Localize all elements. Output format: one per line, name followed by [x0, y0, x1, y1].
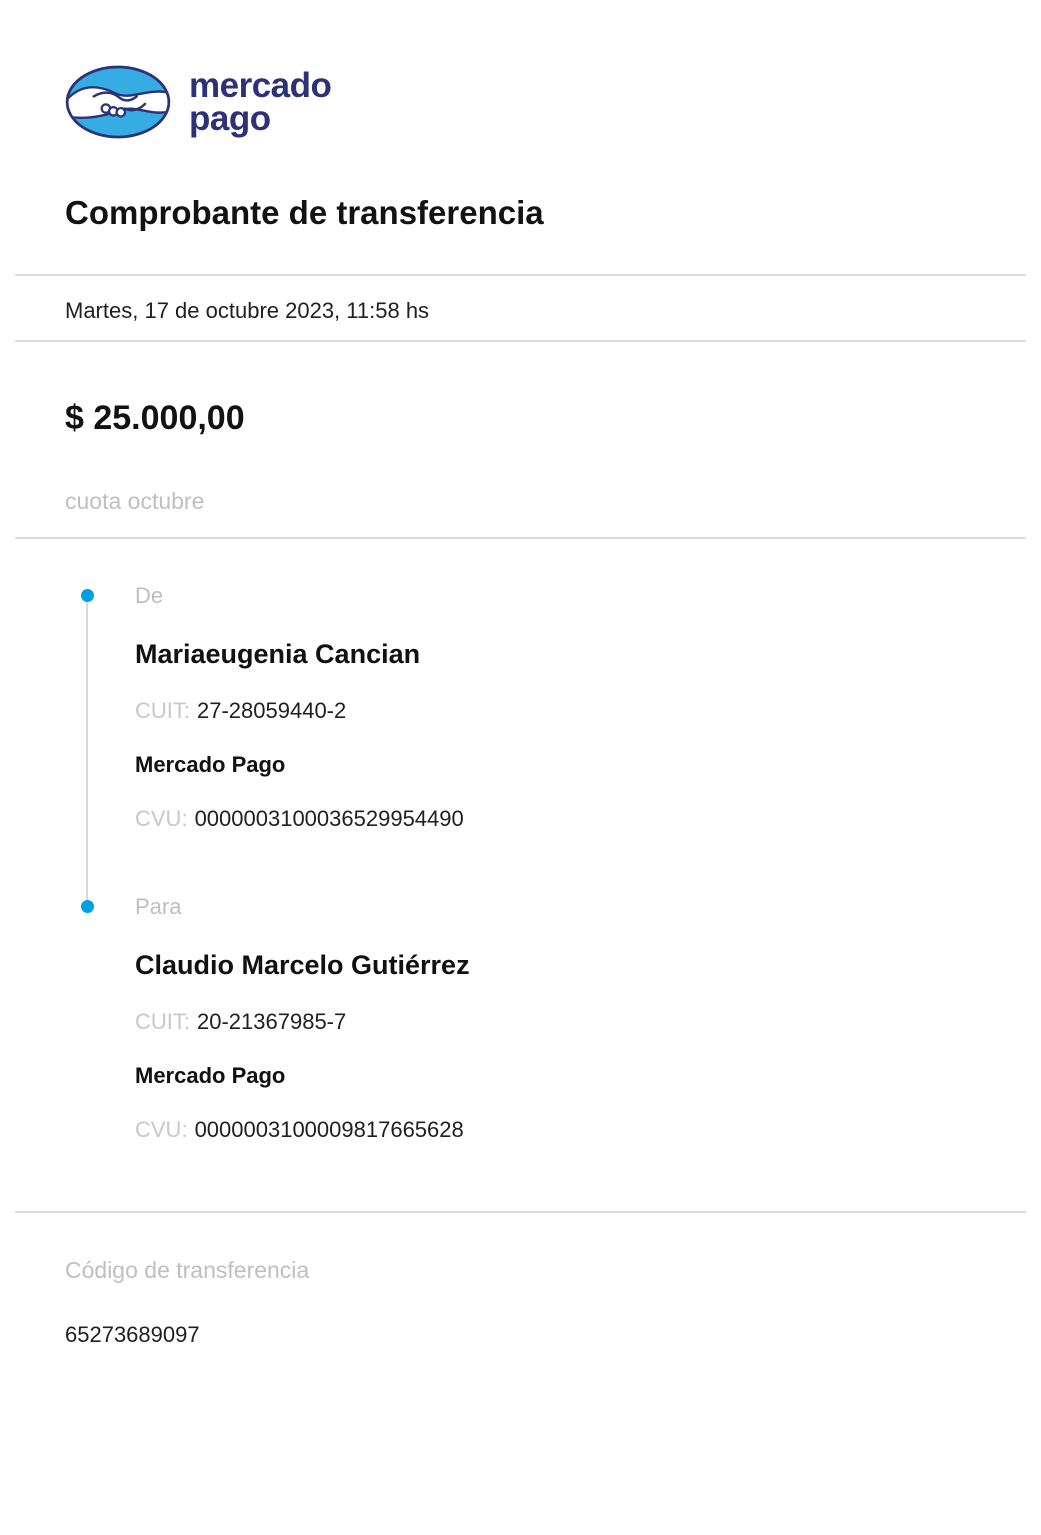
- recipient-cuit-value: 20-21367985-7: [197, 1009, 347, 1034]
- timeline-dot-to: [81, 900, 94, 913]
- timeline-dot-from: [81, 589, 94, 602]
- recipient-cvu-value: 0000003100009817665628: [194, 1117, 464, 1142]
- transfer-amount: $ 25.000,00: [65, 399, 245, 437]
- recipient-name: Claudio Marcelo Gutiérrez: [135, 950, 470, 980]
- recipient-cuit-row: [135, 1009, 1041, 1035]
- brand-wordmark-line2: pago: [189, 99, 271, 138]
- timeline-connector-line: [86, 596, 88, 906]
- divider: [15, 537, 1026, 539]
- transfer-description: cuota octubre: [65, 488, 205, 514]
- brand-wordmark-line1: mercado: [189, 66, 332, 105]
- page-title: Comprobante de transferencia: [65, 194, 544, 231]
- transfer-timeline: [0, 583, 1041, 1143]
- transfer-datetime: Martes, 17 de octubre 2023, 11:58 hs: [65, 298, 430, 323]
- sender-cuit-row: [135, 698, 1041, 724]
- divider: [15, 1211, 1026, 1213]
- cvu-label: CVU:: [135, 1117, 188, 1142]
- sender-cvu-row: [135, 806, 1041, 832]
- sender-entity: Mercado Pago: [135, 752, 286, 777]
- cuit-label: CUIT:: [135, 698, 190, 723]
- brand-wordmark: [189, 66, 332, 138]
- brand-header: [62, 62, 1041, 142]
- recipient-label: Para: [135, 894, 182, 919]
- transfer-code-label: Código de transferencia: [65, 1257, 310, 1283]
- recipient-cvu-row: [135, 1117, 1041, 1143]
- divider: [15, 274, 1026, 276]
- sender-cuit-value: 27-28059440-2: [197, 698, 347, 723]
- recipient-block: [135, 894, 1041, 1143]
- divider: [15, 340, 1026, 342]
- sender-name: Mariaeugenia Cancian: [135, 639, 421, 669]
- handshake-icon: [62, 66, 174, 139]
- sender-label: De: [135, 583, 164, 608]
- cvu-label: CVU:: [135, 806, 188, 831]
- mercado-pago-logo: [62, 62, 174, 142]
- sender-block: [135, 583, 1041, 832]
- cuit-label: CUIT:: [135, 1009, 190, 1034]
- transfer-code-value: 65273689097: [65, 1322, 200, 1347]
- recipient-entity: Mercado Pago: [135, 1063, 286, 1088]
- sender-cvu-value: 0000003100036529954490: [194, 806, 464, 831]
